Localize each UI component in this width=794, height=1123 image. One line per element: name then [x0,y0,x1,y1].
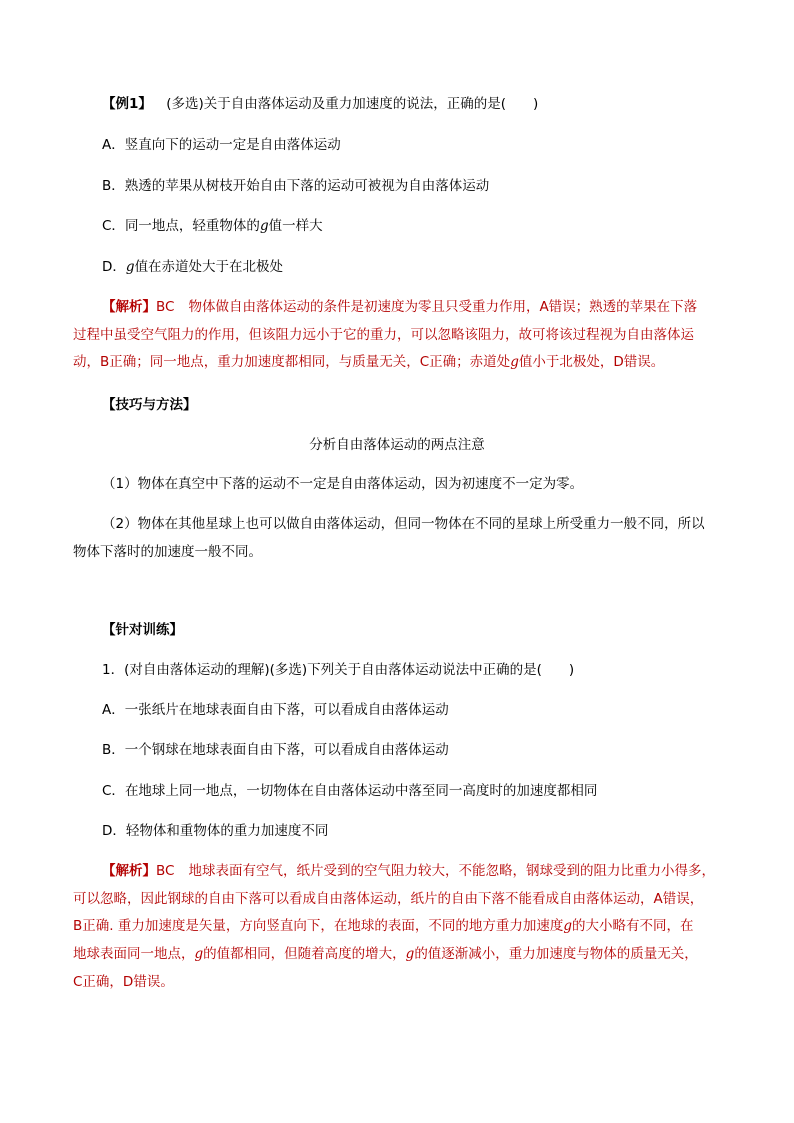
tips-title: 分析自由落体运动的两点注意 [309,437,485,453]
option-text: 值在赤道处大于在北极处 [134,259,284,275]
symbol-g: g [259,218,269,234]
option-text: 竖直向下的运动一定是自由落体运动 [124,137,341,153]
analysis-tag: 【解析】 [102,299,156,315]
example-question-text: (多选)关于自由落体运动及重力加速度的说法，正确的是( ) [166,96,539,112]
symbol-g: g [563,918,572,934]
practice-tag: 【针对训练】 [102,622,183,638]
tips-point2-line2: 物体下落时的加速度一般不同。 [73,544,262,560]
example-option-d [102,257,283,277]
analysis-text: 地球表面同一地点， [73,946,195,962]
tips-point1: （1）物体在真空中下落的运动不一定是自由落体运动，因为初速度不一定为零。 [102,476,584,492]
analysis-text: 值小于北极处，D错误。 [518,354,665,370]
option-text: 熟透的苹果从树枝开始自由下落的运动可被视为自由落体运动 [124,178,490,194]
option-letter: A． [102,137,125,153]
practice-question: 1．(对自由落体运动的理解)(多选)下列关于自由落体运动说法中正确的是( ) [102,662,575,678]
tips-tag: 【技巧与方法】 [102,397,197,413]
analysis-text: 的值逐渐减小，重力加速度与物体的质量无关， [414,946,698,962]
practice-analysis-line2: 可以忽略，因此钢球的自由下落可以看成自由落体运动，纸片的自由下落不能看成自由落体运动，A错误， [73,891,704,907]
symbol-g: g [510,354,519,370]
practice-analysis-line4 [73,944,698,964]
option-letter: B． [102,742,125,758]
example-analysis-line1 [102,297,697,317]
example-tag: 【例1】 [102,96,152,112]
practice-option-a [102,700,449,720]
option-text: 一个钢球在地球表面自由下落，可以看成自由落体运动 [124,742,449,758]
symbol-g: g [405,946,415,962]
option-text: 一张纸片在地球表面自由下落，可以看成自由落体运动 [124,702,449,718]
tips-point2-line1: （2）物体在其他星球上也可以做自由落体运动，但同一物体在不同的星球上所受重力一般不同，所以 [102,516,705,532]
analysis-text: B正确. 重力加速度是矢量，方向竖直向下，在地球的表面，不同的地方重力加速度 [73,918,564,934]
analysis-text: 地球表面有空气，纸片受到的空气阻力较大，不能忽略，钢球受到的阻力比重力小得多， [188,863,715,879]
analysis-text: 的大小略有不同，在 [572,918,694,934]
option-letter: D． [102,259,126,275]
practice-analysis-line3 [73,916,694,936]
analysis-answer: BC [156,299,175,315]
analysis-text: 动，B正确；同一地点，重力加速度都相同，与质量无关，C正确；赤道处 [73,354,511,370]
option-letter: A． [102,702,125,718]
option-text: 值一样大 [268,218,323,234]
option-letter: C． [102,218,125,234]
practice-option-c [102,781,597,801]
analysis-answer: BC [156,863,175,879]
option-letter: D． [102,823,126,839]
example-analysis-line3 [73,352,664,372]
option-letter: B． [102,178,125,194]
practice-analysis-line1 [102,861,715,881]
example-question [102,94,538,114]
analysis-tag: 【解析】 [102,863,156,879]
option-text: 在地球上同一地点，一切物体在自由落体运动中落至同一高度时的加速度都相同 [124,783,598,799]
example-option-c [102,216,323,236]
practice-option-d [102,821,328,841]
symbol-g: g [194,946,204,962]
option-text: 轻物体和重物体的重力加速度不同 [125,823,329,839]
option-letter: C． [102,783,125,799]
analysis-text: 物体做自由落体运动的条件是初速度为零且只受重力作用，A错误；熟透的苹果在下落 [188,299,698,315]
practice-analysis-line5: C正确，D错误。 [73,974,174,990]
example-option-a [102,135,341,155]
symbol-g: g [125,259,135,275]
practice-option-b [102,740,449,760]
example-option-b [102,176,489,196]
option-text: 同一地点，轻重物体的 [124,218,260,234]
analysis-text: 的值都相同，但随着高度的增大， [203,946,406,962]
example-analysis-line2: 过程中虽受空气阻力的作用，但该阻力远小于它的重力，可以忽略该阻力，故可将该过程视为自由落体运 [73,327,694,343]
